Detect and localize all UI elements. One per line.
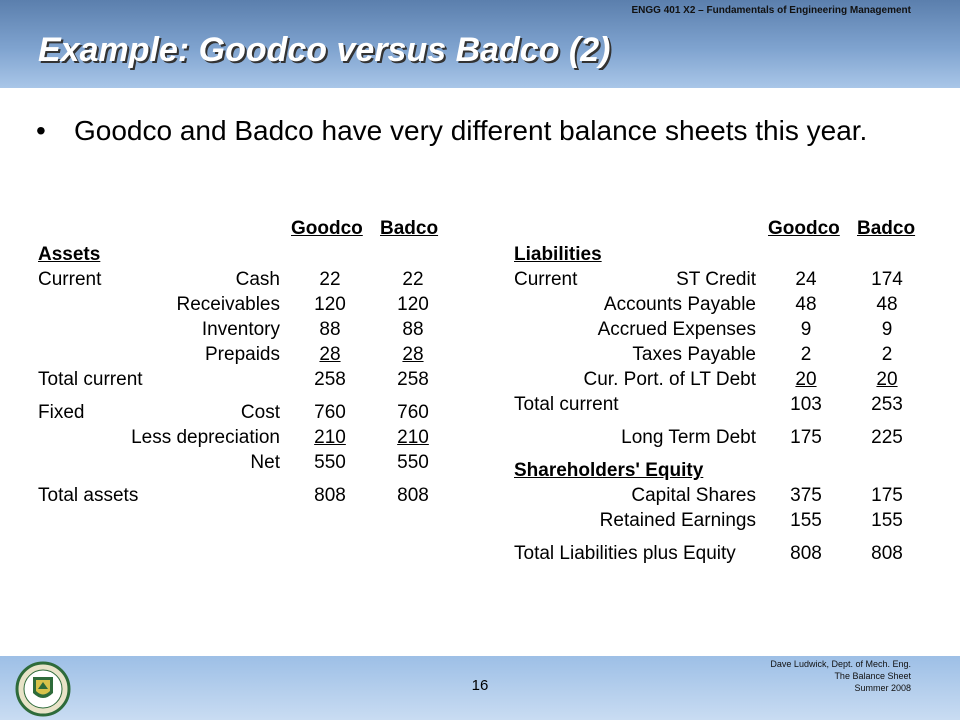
asset-badco: 550	[397, 452, 429, 473]
liab-badco: 174	[871, 269, 903, 290]
liab-goodco: 48	[795, 294, 817, 315]
asset-label: Less depreciation	[131, 427, 280, 448]
asset-goodco: 28	[319, 344, 341, 365]
asset-group: Total current	[38, 369, 143, 390]
liab-group: Current	[514, 269, 578, 290]
equity-badco: 175	[871, 485, 903, 506]
liab-badco: 9	[881, 319, 893, 340]
asset-goodco: 120	[314, 294, 346, 315]
total-liabilities-equity-label: Total Liabilities plus Equity	[514, 543, 736, 564]
asset-badco: 808	[397, 485, 429, 506]
page-number: 16	[471, 677, 489, 694]
asset-group: Current	[38, 269, 102, 290]
total-liabilities-goodco: 808	[790, 543, 822, 564]
asset-group: Fixed	[38, 402, 85, 423]
liab-badco: 225	[871, 427, 903, 448]
asset-goodco: 550	[314, 452, 346, 473]
liab-col-badco: Badco	[857, 218, 916, 239]
asset-group: Total assets	[38, 485, 139, 506]
asset-badco: 760	[397, 402, 429, 423]
liab-label: ST Credit	[676, 269, 756, 290]
equity-heading: Shareholders' Equity	[514, 460, 704, 481]
liabilities-heading: Liabilities	[514, 244, 602, 265]
asset-label: Net	[250, 452, 280, 473]
bullet-text: Goodco and Badco have very different balance sheets this year.	[74, 115, 868, 146]
asset-badco: 120	[397, 294, 429, 315]
asset-badco: 210	[397, 427, 429, 448]
liab-label: Accrued Expenses	[597, 319, 756, 340]
liab-badco: 48	[876, 294, 898, 315]
equity-badco: 155	[871, 510, 903, 531]
bullet-icon: •	[36, 115, 46, 146]
liab-goodco: 2	[800, 344, 812, 365]
asset-badco: 28	[402, 344, 424, 365]
asset-badco: 88	[402, 319, 424, 340]
equity-label: Capital Shares	[631, 485, 756, 506]
liab-label: Accounts Payable	[603, 294, 756, 315]
asset-goodco: 22	[319, 269, 341, 290]
asset-label: Prepaids	[205, 344, 280, 365]
bullet-point	[36, 112, 916, 150]
asset-label: Cost	[240, 402, 280, 423]
assets-heading: Assets	[38, 244, 101, 265]
footer-term: Summer 2008	[854, 683, 911, 693]
liab-badco: 20	[876, 369, 898, 390]
liab-goodco: 175	[790, 427, 822, 448]
liab-group: Total current	[514, 394, 619, 415]
liab-goodco: 20	[795, 369, 817, 390]
university-crest-icon	[12, 661, 74, 717]
liab-goodco: 24	[795, 269, 817, 290]
asset-badco: 258	[397, 369, 429, 390]
assets-col-goodco: Goodco	[291, 218, 363, 239]
footer-info	[770, 658, 911, 694]
liab-badco: 2	[881, 344, 893, 365]
equity-label: Retained Earnings	[599, 510, 756, 531]
total-liabilities-badco: 808	[871, 543, 903, 564]
liab-label: Taxes Payable	[632, 344, 756, 365]
footer-topic: The Balance Sheet	[834, 671, 911, 681]
liab-goodco: 9	[800, 319, 812, 340]
footer-author: Dave Ludwick, Dept. of Mech. Eng.	[770, 659, 911, 669]
asset-label: Receivables	[176, 294, 280, 315]
equity-goodco: 155	[790, 510, 822, 531]
liab-label: Cur. Port. of LT Debt	[583, 369, 756, 390]
assets-col-badco: Badco	[380, 218, 439, 239]
asset-goodco: 760	[314, 402, 346, 423]
course-title: ENGG 401 X2 – Fundamentals of Engineering Management	[631, 5, 911, 16]
slide-title: Example: Goodco versus Badco (2)	[38, 31, 611, 69]
liab-badco: 253	[871, 394, 903, 415]
liab-col-goodco: Goodco	[768, 218, 840, 239]
asset-label: Inventory	[201, 319, 280, 340]
asset-goodco: 210	[314, 427, 346, 448]
asset-goodco: 808	[314, 485, 346, 506]
equity-goodco: 375	[790, 485, 822, 506]
asset-goodco: 258	[314, 369, 346, 390]
asset-label: Cash	[235, 269, 280, 290]
liab-goodco: 103	[790, 394, 822, 415]
asset-badco: 22	[402, 269, 424, 290]
asset-goodco: 88	[319, 319, 341, 340]
liab-label: Long Term Debt	[621, 427, 756, 448]
